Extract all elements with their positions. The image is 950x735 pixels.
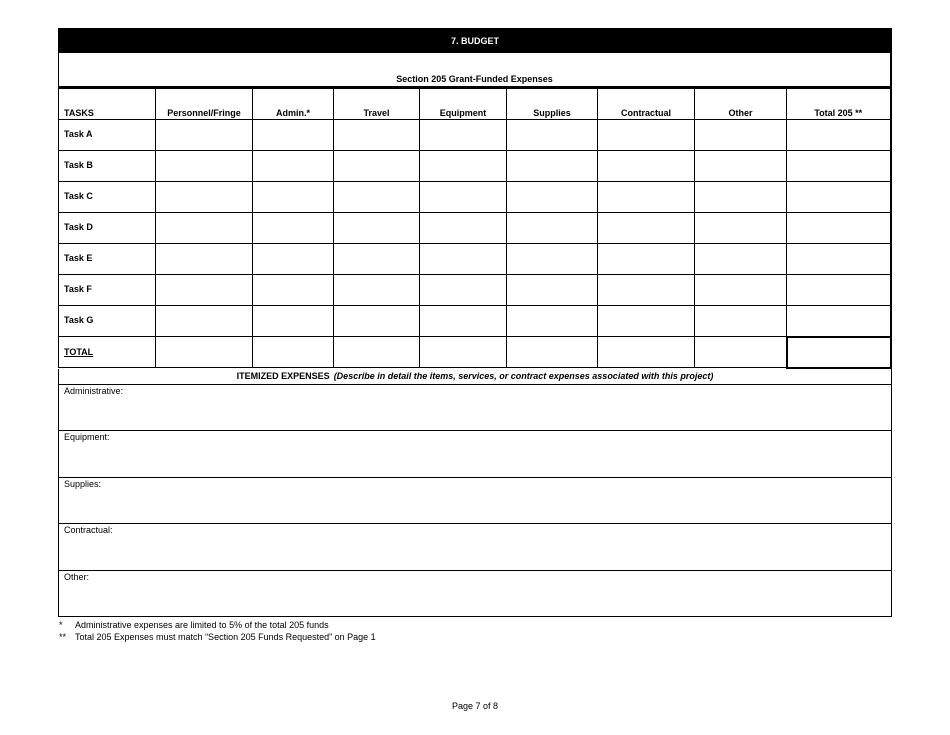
- cell-admin[interactable]: [253, 275, 334, 306]
- table-row: [59, 120, 891, 151]
- budget-title-bar: [58, 28, 892, 53]
- section-title: Section 205 Grant-Funded Expenses: [396, 74, 553, 84]
- column-header-equipment: Equipment: [420, 89, 507, 120]
- footnote-mark: **: [59, 632, 67, 642]
- cell-equipment[interactable]: [420, 151, 507, 182]
- cell-total-205[interactable]: [787, 182, 891, 213]
- task-label: Task B: [59, 151, 156, 182]
- column-header-personnel: Personnel/Fringe: [156, 89, 253, 120]
- footnote-mark: *: [59, 620, 63, 630]
- column-header-contractual: Contractual: [598, 89, 695, 120]
- cell-supplies[interactable]: [507, 244, 598, 275]
- cell-contractual[interactable]: [598, 244, 695, 275]
- cell-equipment[interactable]: [420, 213, 507, 244]
- other-label: Other:: [64, 571, 90, 582]
- cell-total-205[interactable]: [787, 306, 891, 337]
- administrative-label: Administrative:: [64, 385, 124, 396]
- cell-total-supplies[interactable]: [507, 337, 598, 368]
- footnote-total: [59, 631, 376, 643]
- cell-personnel[interactable]: [156, 120, 253, 151]
- cell-supplies[interactable]: [507, 275, 598, 306]
- cell-admin[interactable]: [253, 120, 334, 151]
- cell-contractual[interactable]: [598, 275, 695, 306]
- administrative-field[interactable]: [58, 385, 892, 432]
- cell-equipment[interactable]: [420, 244, 507, 275]
- total-label: TOTAL: [59, 337, 156, 368]
- cell-total-admin[interactable]: [253, 337, 334, 368]
- cell-equipment[interactable]: [420, 275, 507, 306]
- grand-total-cell[interactable]: [787, 337, 891, 368]
- cell-total-other[interactable]: [695, 337, 787, 368]
- cell-total-205[interactable]: [787, 244, 891, 275]
- cell-total-travel[interactable]: [334, 337, 420, 368]
- cell-other[interactable]: [695, 151, 787, 182]
- cell-contractual[interactable]: [598, 213, 695, 244]
- footnote-text: Total 205 Expenses must match “Section 205 Funds Requested” on Page 1: [75, 632, 376, 642]
- cell-total-205[interactable]: [787, 120, 891, 151]
- budget-table: [58, 88, 892, 369]
- cell-travel[interactable]: [334, 244, 420, 275]
- cell-equipment[interactable]: [420, 306, 507, 337]
- table-header-row: [59, 89, 891, 120]
- equipment-label: Equipment:: [64, 432, 110, 442]
- table-row: [59, 182, 891, 213]
- task-label: Task F: [59, 275, 156, 306]
- cell-supplies[interactable]: [507, 306, 598, 337]
- contractual-label: Contractual:: [64, 525, 113, 535]
- cell-equipment[interactable]: [420, 120, 507, 151]
- cell-admin[interactable]: [253, 306, 334, 337]
- column-header-admin: Admin.*: [253, 89, 334, 120]
- cell-equipment[interactable]: [420, 182, 507, 213]
- cell-personnel[interactable]: [156, 213, 253, 244]
- cell-other[interactable]: [695, 306, 787, 337]
- total-row: [59, 337, 891, 368]
- itemized-title: ITEMIZED EXPENSES: [236, 371, 330, 381]
- cell-admin[interactable]: [253, 213, 334, 244]
- table-row: [59, 306, 891, 337]
- cell-contractual[interactable]: [598, 182, 695, 213]
- contractual-field[interactable]: [58, 524, 892, 571]
- cell-supplies[interactable]: [507, 151, 598, 182]
- cell-total-equipment[interactable]: [420, 337, 507, 368]
- supplies-field[interactable]: [58, 478, 892, 525]
- table-row: [59, 213, 891, 244]
- equipment-field[interactable]: [58, 431, 892, 478]
- column-header-tasks: TASKS: [59, 89, 156, 120]
- table-row: [59, 275, 891, 306]
- cell-travel[interactable]: [334, 306, 420, 337]
- cell-supplies[interactable]: [507, 213, 598, 244]
- task-label: Task G: [59, 306, 156, 337]
- itemized-description: (Describe in detail the items, services, or contract expenses associated with this project): [333, 371, 714, 381]
- column-header-supplies: Supplies: [507, 89, 598, 120]
- cell-total-205[interactable]: [787, 275, 891, 306]
- budget-form: [58, 28, 892, 617]
- cell-contractual[interactable]: [598, 306, 695, 337]
- cell-personnel[interactable]: [156, 182, 253, 213]
- cell-travel[interactable]: [334, 120, 420, 151]
- task-label: Task A: [59, 120, 156, 151]
- cell-admin[interactable]: [253, 151, 334, 182]
- cell-personnel[interactable]: [156, 151, 253, 182]
- column-header-travel: Travel: [334, 89, 420, 120]
- cell-total-personnel[interactable]: [156, 337, 253, 368]
- task-label: Task E: [59, 244, 156, 275]
- cell-supplies[interactable]: [507, 182, 598, 213]
- cell-total-205[interactable]: [787, 151, 891, 182]
- cell-supplies[interactable]: [507, 120, 598, 151]
- table-row: [59, 244, 891, 275]
- cell-travel[interactable]: [334, 182, 420, 213]
- task-label: Task D: [59, 213, 156, 244]
- cell-personnel[interactable]: [156, 275, 253, 306]
- cell-travel[interactable]: [334, 151, 420, 182]
- itemized-expenses-header: [58, 369, 892, 385]
- budget-title: 7. BUDGET: [450, 35, 499, 46]
- cell-other[interactable]: [695, 244, 787, 275]
- table-row: [59, 151, 891, 182]
- cell-contractual[interactable]: [598, 151, 695, 182]
- other-field[interactable]: [58, 571, 892, 618]
- cell-other[interactable]: [695, 275, 787, 306]
- cell-personnel[interactable]: [156, 244, 253, 275]
- cell-other[interactable]: [695, 213, 787, 244]
- cell-admin[interactable]: [253, 182, 334, 213]
- supplies-label: Supplies:: [64, 478, 102, 489]
- footnotes: [59, 619, 376, 643]
- cell-admin[interactable]: [253, 244, 334, 275]
- cell-contractual[interactable]: [598, 120, 695, 151]
- column-header-other: Other: [695, 89, 787, 120]
- page-number: Page 7 of 8: [451, 701, 499, 711]
- cell-travel[interactable]: [334, 275, 420, 306]
- task-label: Task C: [59, 182, 156, 213]
- cell-total-205[interactable]: [787, 213, 891, 244]
- cell-total-contractual[interactable]: [598, 337, 695, 368]
- column-header-total-205: Total 205 **: [787, 89, 891, 120]
- footnote-text: Administrative expenses are limited to 5% of the total 205 funds: [75, 620, 329, 630]
- cell-other[interactable]: [695, 120, 787, 151]
- cell-personnel[interactable]: [156, 306, 253, 337]
- footnote-admin: [59, 619, 376, 631]
- cell-travel[interactable]: [334, 213, 420, 244]
- cell-other[interactable]: [695, 182, 787, 213]
- section-header: [58, 53, 892, 88]
